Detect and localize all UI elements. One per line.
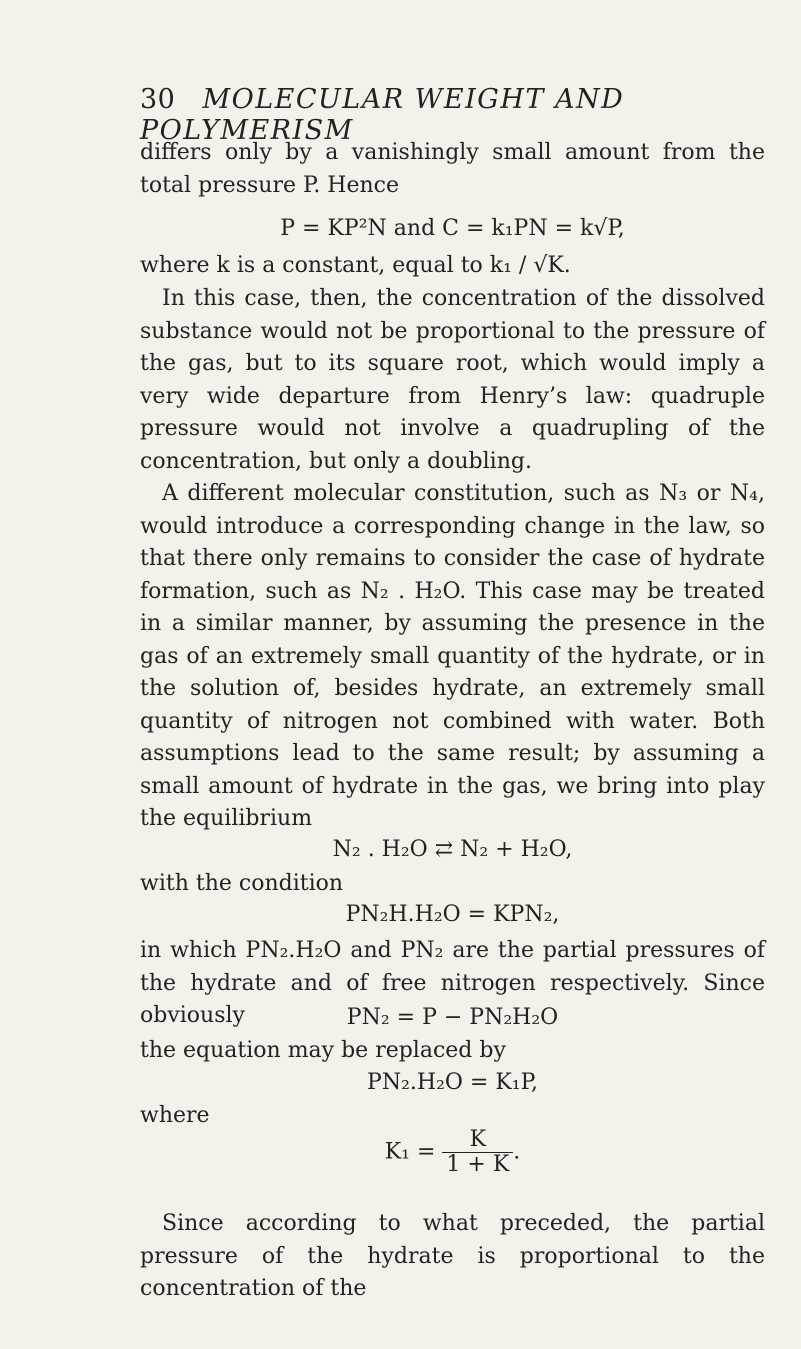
paragraph-2 xyxy=(140,250,765,283)
equation-4: PN₂ = P − PN₂H₂O xyxy=(346,1005,559,1030)
equation-6-lhs: K₁ = xyxy=(384,1139,436,1165)
equation-3: PN₂H.H₂O = KPN₂, xyxy=(345,902,560,927)
paragraph-7-text: the equation may be replaced by xyxy=(140,1038,506,1063)
paragraph-2-text: where k is a constant, equal to k₁ / √K. xyxy=(140,253,571,278)
paragraph-3 xyxy=(140,283,765,478)
running-title: MOLECULAR WEIGHT AND POLYMERISM xyxy=(140,84,625,146)
equation-2: N₂ . H₂O ⇄ N₂ + H₂O, xyxy=(332,837,573,862)
paragraph-9-text: Since according to what preceded, the partial pressure of the hydrate is proportional to the concentration of the xyxy=(140,1211,765,1301)
paragraph-7 xyxy=(140,1035,765,1068)
paragraph-4-text: A different molecular constitution, such as N₃ or N₄, would introduce a corresponding change in the law, so that there only remains to consider the case of hydrate formation, such as N₂ . H₂O. This case may be treated in a similar manner, by assuming the presence in the gas of an extremely small quantity of the hydrate, or in the solution of, besides hydrate, an extremely small quantity of nitrogen not combined with water. Both assumptions lead to the same result; by assuming a small amount of hydrate in the gas, we bring into play the equilibrium xyxy=(140,481,765,831)
paragraph-5 xyxy=(140,868,765,901)
equation-1: P = KP²N and C = k₁PN = k√P, xyxy=(280,216,625,241)
paragraph-3-text: In this case, then, the concentration of the dissolved substance would not be proportional to the pressure of the gas, but to its square root, which would imply a very wide departure from Henry’s law: quadruple pressure would not involve a quadrupling of the concentration, but only a doubling. xyxy=(140,286,765,474)
fraction xyxy=(442,1128,513,1177)
paragraph-9 xyxy=(140,1208,765,1306)
equation-6 xyxy=(140,1128,765,1177)
fraction-numerator: K xyxy=(442,1128,513,1153)
page-number: 30 xyxy=(140,84,176,115)
equation-6-end: . xyxy=(513,1139,521,1165)
paragraph-6-text: in which PN₂.H₂O and PN₂ are the partial pressures of the hydrate and of free nitrogen respectively. Since obviously xyxy=(140,938,765,1028)
paragraph-8-text: where xyxy=(140,1103,210,1128)
paragraph-4 xyxy=(140,478,765,836)
paragraph-5-text: with the condition xyxy=(140,871,344,896)
fraction-denominator: 1 + K xyxy=(446,1152,510,1177)
paragraph-1 xyxy=(140,137,765,202)
paragraph-1-text: differs only by a vanishingly small amount from the total pressure P. Hence xyxy=(140,140,765,198)
equation-5: PN₂.H₂O = K₁P, xyxy=(367,1070,538,1095)
